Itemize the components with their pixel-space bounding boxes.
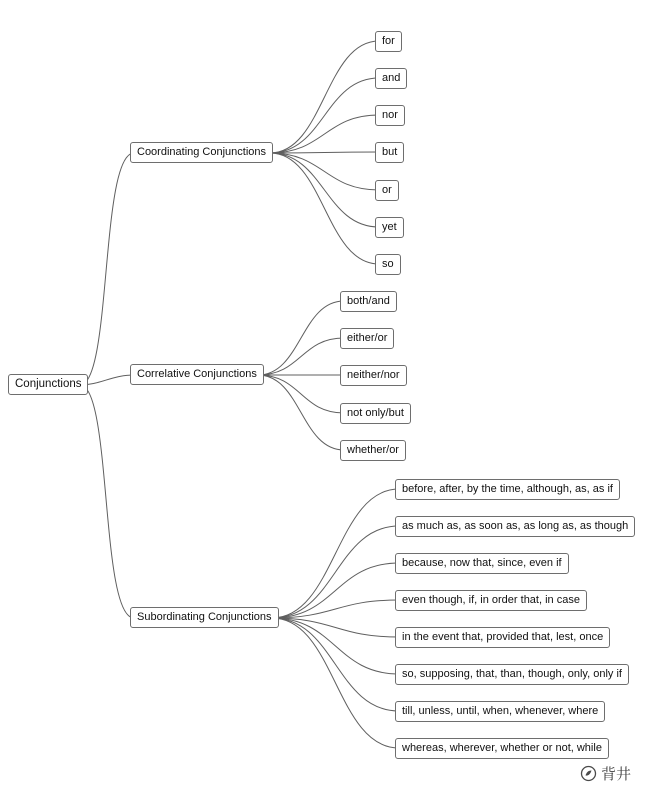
leaf-node-for[interactable]: for	[375, 31, 402, 52]
leaf-node-subordinating-group-8[interactable]: whereas, wherever, whether or not, while	[395, 738, 609, 759]
branch-node-correlative-conjunctions[interactable]: Correlative Conjunctions	[130, 364, 264, 385]
edge-correlative-whether-or	[258, 375, 344, 450]
leaf-node-or[interactable]: or	[375, 180, 399, 201]
leaf-node-whether-or[interactable]: whether/or	[340, 440, 406, 461]
leaf-node-so[interactable]: so	[375, 254, 401, 275]
leaf-node-subordinating-group-1[interactable]: before, after, by the time, although, as, as if	[395, 479, 620, 500]
watermark-logo-icon	[580, 765, 597, 782]
root-node-conjunctions[interactable]: Conjunctions	[8, 374, 88, 395]
edge-coordinating-and	[270, 78, 379, 153]
edge-coordinating-for	[270, 41, 379, 153]
leaf-node-subordinating-group-5[interactable]: in the event that, provided that, lest, once	[395, 627, 610, 648]
leaf-node-neither-nor[interactable]: neither/nor	[340, 365, 407, 386]
leaf-node-subordinating-group-2[interactable]: as much as, as soon as, as long as, as though	[395, 516, 635, 537]
edge-correlative-not-only-but	[258, 375, 344, 413]
branch-node-coordinating-conjunctions[interactable]: Coordinating Conjunctions	[130, 142, 273, 163]
leaf-node-subordinating-group-3[interactable]: because, now that, since, even if	[395, 553, 569, 574]
edge-subordinating-6	[272, 618, 399, 674]
leaf-node-not-only-but[interactable]: not only/but	[340, 403, 411, 424]
leaf-node-nor[interactable]: nor	[375, 105, 405, 126]
watermark-text: 背井	[601, 766, 632, 783]
edge-subordinating-8	[272, 618, 399, 748]
edge-coordinating-nor	[270, 115, 379, 153]
edge-subordinating-7	[272, 618, 399, 711]
edge-coordinating-yet	[270, 153, 379, 227]
leaf-node-subordinating-group-4[interactable]: even though, if, in order that, in case	[395, 590, 587, 611]
leaf-node-and[interactable]: and	[375, 68, 407, 89]
leaf-node-both-and[interactable]: both/and	[340, 291, 397, 312]
edge-subordinating-2	[272, 526, 399, 618]
watermark	[580, 763, 631, 784]
edge-subordinating-4	[272, 600, 399, 618]
leaf-node-subordinating-group-6[interactable]: so, supposing, that, than, though, only, only if	[395, 664, 629, 685]
leaf-node-yet[interactable]: yet	[375, 217, 404, 238]
edge-coordinating-so	[270, 153, 379, 264]
edge-coordinating-or	[270, 153, 379, 190]
edge-root-coordinating	[80, 153, 134, 385]
edge-correlative-either-or	[258, 338, 344, 375]
leaf-node-subordinating-group-7[interactable]: till, unless, until, when, whenever, where	[395, 701, 605, 722]
edge-correlative-both-and	[258, 301, 344, 375]
branch-node-subordinating-conjunctions[interactable]: Subordinating Conjunctions	[130, 607, 279, 628]
leaf-node-but[interactable]: but	[375, 142, 404, 163]
edge-root-subordinating	[80, 385, 134, 618]
edge-root-correlative	[80, 375, 134, 385]
leaf-node-either-or[interactable]: either/or	[340, 328, 394, 349]
edge-subordinating-1	[272, 489, 399, 618]
